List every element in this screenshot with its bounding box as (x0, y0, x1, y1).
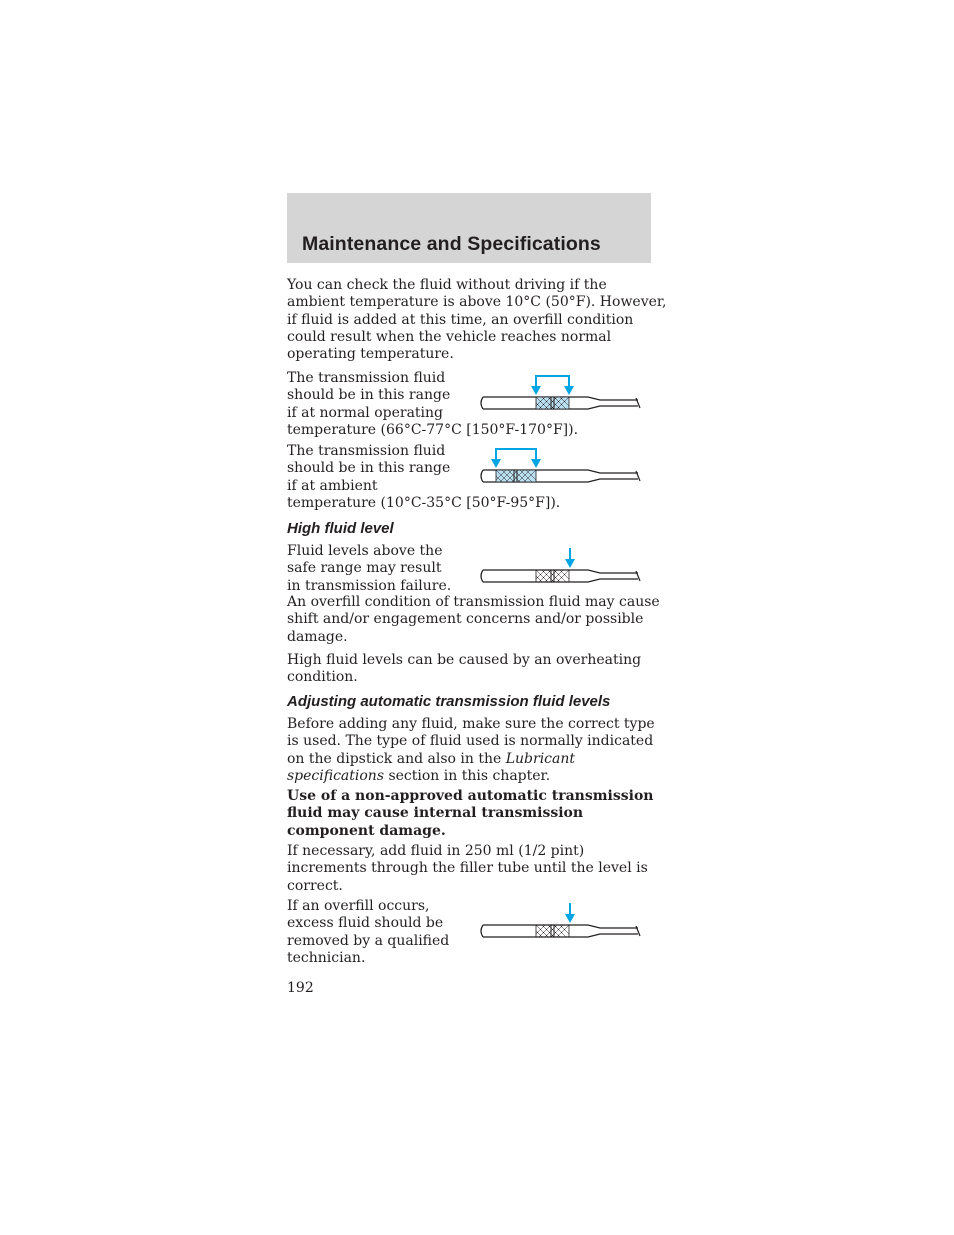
text-line: should be in this range (287, 387, 451, 404)
page-number: 192 (287, 980, 314, 996)
text-line: removed by a qualified (287, 932, 450, 949)
text-fragment: on the dipstick and also in the (287, 750, 506, 767)
text-line: The transmission fluid (287, 443, 446, 459)
intro-line: ambient temperature is above 10°C (50°F). However, (287, 294, 667, 311)
intro-line: if fluid is added at this time, an overfill condition (287, 311, 634, 328)
text-line (287, 751, 655, 768)
intro-line: operating temperature. (287, 346, 454, 363)
overheating-paragraph (287, 652, 641, 687)
dipstick-overfill-icon (478, 900, 643, 942)
intro-line: could result when the vehicle reaches normal (287, 328, 612, 345)
text-line: Before adding any fluid, make sure the correct type (287, 716, 655, 732)
fluid-type-paragraph (287, 716, 655, 785)
adjusting-heading: Adjusting automatic transmission fluid levels (287, 693, 611, 710)
overfill-removal-paragraph (287, 898, 449, 967)
text-line: temperature (10°C-35°C [50°F-95°F]). (287, 494, 561, 511)
text-line: is used. The type of fluid used is normally indicated (287, 733, 654, 750)
text-line: If an overfill occurs, (287, 898, 430, 914)
lubricant-specifications-reference: Lubricant (505, 750, 576, 767)
text-line: if at ambient (287, 477, 378, 494)
dipstick-ambient-range-icon (478, 445, 643, 487)
text-line: The transmission fluid (287, 370, 446, 386)
text-line (287, 768, 655, 785)
text-line: safe range may result (287, 560, 442, 577)
text-line: component damage. (287, 822, 446, 839)
high-level-paragraph (287, 543, 451, 595)
text-line: High fluid levels can be caused by an overheating (287, 652, 642, 668)
text-line: in transmission failure. (287, 577, 452, 594)
text-line: Fluid levels above the (287, 543, 443, 559)
overfill-paragraph (287, 594, 660, 646)
text-line: Use of a non-approved automatic transmission (287, 788, 654, 804)
text-line: condition. (287, 669, 358, 686)
dipstick-high-level-icon (478, 545, 643, 587)
intro-line: You can check the fluid without driving if the (287, 277, 607, 293)
section-header-band (287, 193, 651, 263)
section-title: Maintenance and Specifications (302, 233, 601, 255)
intro-paragraph (287, 277, 667, 363)
text-line: increments through the filler tube until the level is (287, 860, 648, 877)
text-line: should be in this range (287, 460, 451, 477)
text-line: technician. (287, 949, 366, 966)
text-line: shift and/or engagement concerns and/or possible (287, 611, 644, 628)
add-fluid-paragraph (287, 843, 648, 895)
text-line: If necessary, add fluid in 250 ml (1/2 pint) (287, 843, 585, 859)
text-line: correct. (287, 877, 343, 894)
text-line: if at normal operating (287, 404, 444, 421)
warning-paragraph (287, 788, 653, 840)
text-line: An overfill condition of transmission fluid may cause (287, 594, 660, 610)
text-fragment: section in this chapter. (384, 767, 551, 784)
high-fluid-level-heading: High fluid level (287, 520, 394, 537)
text-line: temperature (66°C-77°C [150°F-170°F]). (287, 421, 579, 438)
text-line: damage. (287, 628, 348, 645)
text-line: fluid may cause internal transmission (287, 805, 584, 822)
text-line: excess fluid should be (287, 915, 444, 932)
dipstick-normal-range-icon (478, 372, 643, 414)
lubricant-specifications-reference: specifications (287, 767, 385, 784)
